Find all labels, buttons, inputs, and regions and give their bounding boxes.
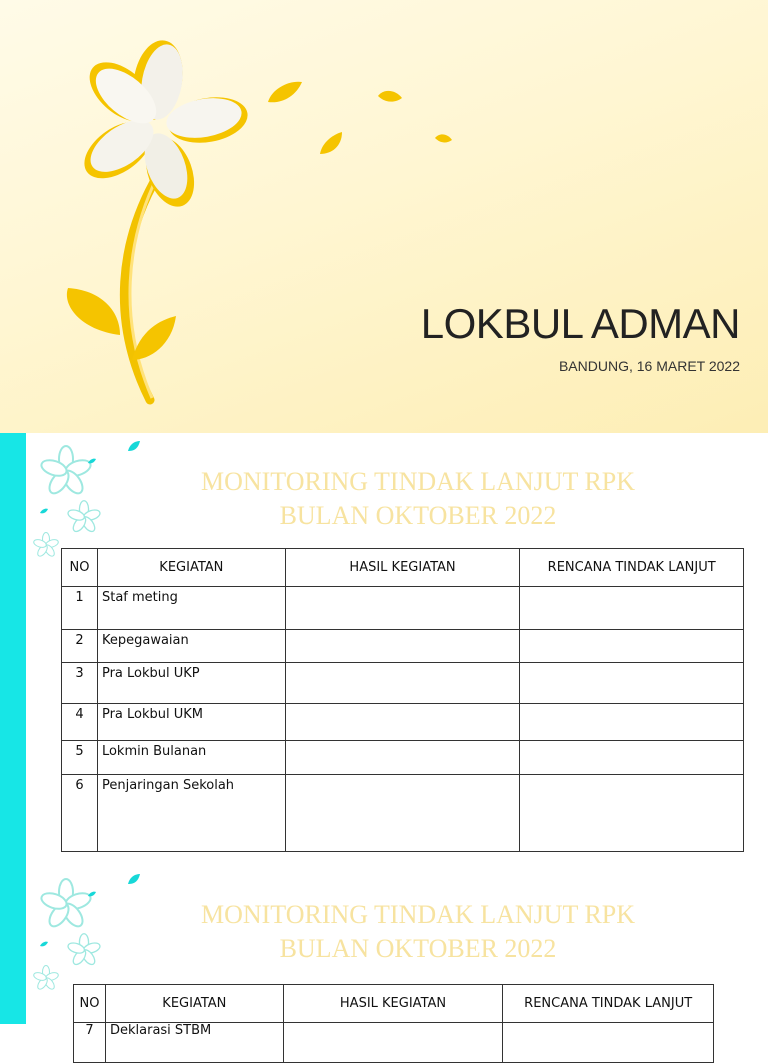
cell-kegiatan: Pra Lokbul UKP — [97, 663, 285, 704]
cell-rencana — [520, 663, 744, 704]
cell-no: 4 — [62, 704, 98, 741]
cell-no: 1 — [62, 587, 98, 630]
heading-line-2: BULAN OKTOBER 2022 — [279, 501, 557, 530]
cover-slide — [0, 0, 768, 433]
table-header-row — [62, 549, 744, 587]
table-row — [62, 741, 744, 775]
col-header-hasil: HASIL KEGIATAN — [285, 549, 520, 587]
cell-hasil — [285, 775, 520, 852]
col-header-rencana: RENCANA TINDAK LANJUT — [520, 549, 744, 587]
table-row — [74, 1023, 714, 1063]
monitoring-slide-2 — [0, 866, 768, 1038]
slide-heading — [68, 465, 768, 533]
cell-hasil — [285, 630, 520, 663]
col-header-hasil: HASIL KEGIATAN — [283, 985, 503, 1023]
cell-hasil — [285, 587, 520, 630]
cell-no: 2 — [62, 630, 98, 663]
cell-no: 5 — [62, 741, 98, 775]
cell-hasil — [285, 741, 520, 775]
cell-no: 7 — [74, 1023, 106, 1063]
table-row — [62, 630, 744, 663]
accent-sidebar — [0, 866, 26, 1024]
cell-hasil — [285, 663, 520, 704]
accent-sidebar — [0, 433, 26, 866]
cell-kegiatan: Lokmin Bulanan — [97, 741, 285, 775]
slide-heading — [68, 898, 768, 966]
col-header-kegiatan: KEGIATAN — [105, 985, 283, 1023]
paper-flower-illustration — [0, 0, 480, 433]
monitoring-table — [61, 548, 744, 852]
cell-kegiatan: Staf meting — [97, 587, 285, 630]
cell-no: 3 — [62, 663, 98, 704]
cover-subtitle: BANDUNG, 16 MARET 2022 — [558, 358, 740, 374]
cell-rencana — [520, 741, 744, 775]
cell-rencana — [520, 775, 744, 852]
monitoring-slide — [0, 433, 768, 866]
cell-rencana — [520, 704, 744, 741]
cell-hasil — [283, 1023, 503, 1063]
table-row — [62, 704, 744, 741]
heading-line-1: MONITORING TINDAK LANJUT RPK — [200, 467, 636, 496]
cell-rencana — [520, 630, 744, 663]
cell-rencana — [503, 1023, 714, 1063]
cell-kegiatan: Kepegawaian — [97, 630, 285, 663]
cover-title: LOKBUL ADMAN — [420, 300, 740, 347]
monitoring-table-2 — [73, 984, 714, 1063]
cell-kegiatan: Deklarasi STBM — [105, 1023, 283, 1063]
cell-kegiatan: Penjaringan Sekolah — [97, 775, 285, 852]
cell-rencana — [520, 587, 744, 630]
table-row — [62, 775, 744, 852]
col-header-kegiatan: KEGIATAN — [97, 549, 285, 587]
table-row — [62, 663, 744, 704]
table-header-row — [74, 985, 714, 1023]
heading-line-1: MONITORING TINDAK LANJUT RPK — [200, 900, 636, 929]
cell-no: 6 — [62, 775, 98, 852]
heading-line-2: BULAN OKTOBER 2022 — [279, 934, 557, 963]
table-row — [62, 587, 744, 630]
cell-hasil — [285, 704, 520, 741]
cell-kegiatan: Pra Lokbul UKM — [97, 704, 285, 741]
col-header-no: NO — [74, 985, 106, 1023]
col-header-rencana: RENCANA TINDAK LANJUT — [503, 985, 714, 1023]
col-header-no: NO — [62, 549, 98, 587]
